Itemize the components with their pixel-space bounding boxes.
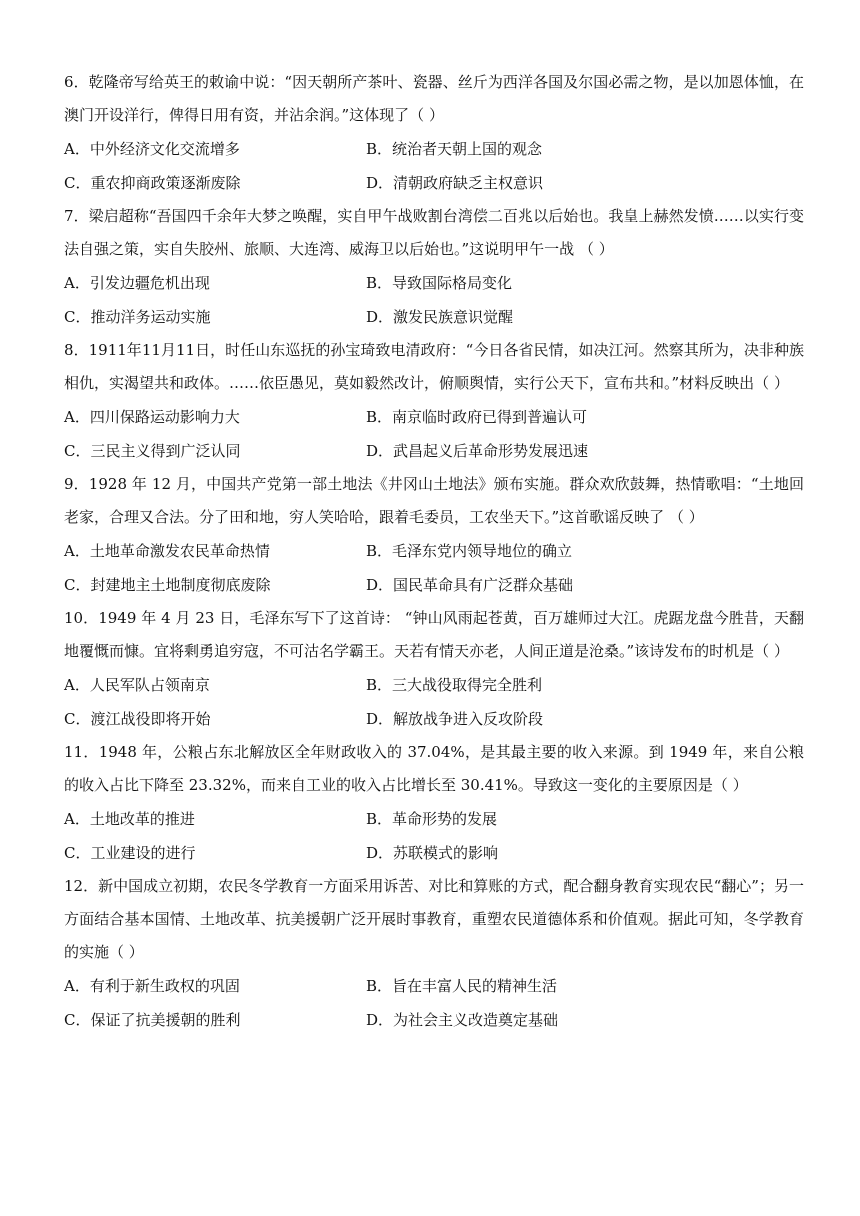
question-stem: 10．1949 年 4 月 23 日，毛泽东写下了这首诗： “钟山风雨起苍黄，百万雄师过大江。虎踞龙盘今胜昔，天翻地覆慨而慷。宜将剩勇追穷寇，不可沽名学霸王。天若有情天亦老，人间正道是沧桑。”该诗发布的时机是（ ）: [64, 609, 804, 660]
options-row: [64, 668, 804, 702]
options-row: [64, 166, 804, 200]
option-d: D．国民革命具有广泛群众基础: [366, 576, 574, 594]
options-row: [64, 132, 804, 166]
option-d: D．为社会主义改造奠定基础: [366, 1011, 559, 1029]
question-stem: 6．乾隆帝写给英王的敕谕中说：“因天朝所产茶叶、瓷器、丝斤为西洋各国及尔国必需之物，是以加恩体恤，在澳门开设洋行，俾得日用有资，并沾余润。”这体现了（ ）: [64, 73, 804, 124]
option-a: A．中外经济文化交流增多: [64, 140, 240, 158]
question-10: [64, 602, 804, 736]
option-a: A．土地革命激发农民革命热情: [64, 542, 270, 560]
options-row: [64, 266, 804, 300]
question-page: [64, 66, 804, 1037]
options-row: [64, 568, 804, 602]
question-8: [64, 334, 804, 468]
option-a: A．引发边疆危机出现: [64, 274, 210, 292]
options-row: [64, 400, 804, 434]
option-b: B．南京临时政府已得到普遍认可: [366, 408, 588, 426]
option-d: D．清朝政府缺乏主权意识: [366, 174, 544, 192]
options-row: [64, 1003, 804, 1037]
question-stem: 12．新中国成立初期，农民冬学教育一方面采用诉苦、对比和算账的方式，配合翻身教育实现农民“翻心”；另一方面结合基本国情、土地改革、抗美援朝广泛开展时事教育，重塑农民道德体系和价值观。据此可知，冬学教育的实施（ ）: [64, 877, 804, 961]
option-a: A．有利于新生政权的巩固: [64, 977, 240, 995]
option-d: D．武昌起义后革命形势发展迅速: [366, 442, 589, 460]
options-row: [64, 702, 804, 736]
option-d: D．解放战争进入反攻阶段: [366, 710, 544, 728]
question-11: [64, 736, 804, 870]
option-b: B．三大战役取得完全胜利: [366, 676, 543, 694]
question-stem: 7．梁启超称“吾国四千余年大梦之唤醒，实自甲午战败割台湾偿二百兆以后始也。我皇上赫然发愤……以实行变法自强之策，实自失胶州、旅顺、大连湾、威海卫以后始也。”这说明甲午一战 （ ）: [64, 207, 804, 258]
question-6: [64, 66, 804, 200]
question-stem: 8．1911年11月11日，时任山东巡抚的孙宝琦致电清政府：“今日各省民情，如决江河。然察其所为，决非种族相仇，实渴望共和政体。……依臣愚见，莫如毅然改计，俯顺舆情，实行公天下，宣布共和。”材料反映出（ ）: [64, 341, 804, 392]
option-c: C．推动洋务运动实施: [64, 308, 211, 326]
option-d: D．激发民族意识觉醒: [366, 308, 514, 326]
option-c: C．工业建设的进行: [64, 844, 196, 862]
option-c: C．保证了抗美援朝的胜利: [64, 1011, 241, 1029]
option-c: C．渡江战役即将开始: [64, 710, 211, 728]
question-7: [64, 200, 804, 334]
option-b: B．革命形势的发展: [366, 810, 498, 828]
options-row: [64, 836, 804, 870]
option-b: B．毛泽东党内领导地位的确立: [366, 542, 573, 560]
option-a: A．四川保路运动影响力大: [64, 408, 240, 426]
option-c: C．三民主义得到广泛认同: [64, 442, 241, 460]
question-12: [64, 870, 804, 1037]
option-d: D．苏联模式的影响: [366, 844, 499, 862]
question-stem: 11．1948 年，公粮占东北解放区全年财政收入的 37.04%，是其最主要的收入来源。到 1949 年，来自公粮的收入占比下降至 23.32%，而来自工业的收入占比增长至 30.41%。导致这一变化的主要原因是（ ）: [64, 743, 804, 794]
options-row: [64, 802, 804, 836]
question-stem: 9．1928 年 12 月，中国共产党第一部土地法《井冈山土地法》颁布实施。群众欢欣鼓舞，热情歌唱：“土地回老家，合理又合法。分了田和地，穷人笑哈哈，跟着毛委员，工农坐天下。”这首歌谣反映了 （ ）: [64, 475, 804, 526]
options-row: [64, 969, 804, 1003]
options-row: [64, 534, 804, 568]
option-c: C．封建地主土地制度彻底废除: [64, 576, 271, 594]
options-row: [64, 434, 804, 468]
option-b: B．旨在丰富人民的精神生活: [366, 977, 558, 995]
question-9: [64, 468, 804, 602]
option-b: B．导致国际格局变化: [366, 274, 513, 292]
option-a: A．人民军队占领南京: [64, 676, 210, 694]
option-a: A．土地改革的推进: [64, 810, 195, 828]
option-b: B．统治者天朝上国的观念: [366, 140, 543, 158]
option-c: C．重农抑商政策逐渐废除: [64, 174, 241, 192]
options-row: [64, 300, 804, 334]
